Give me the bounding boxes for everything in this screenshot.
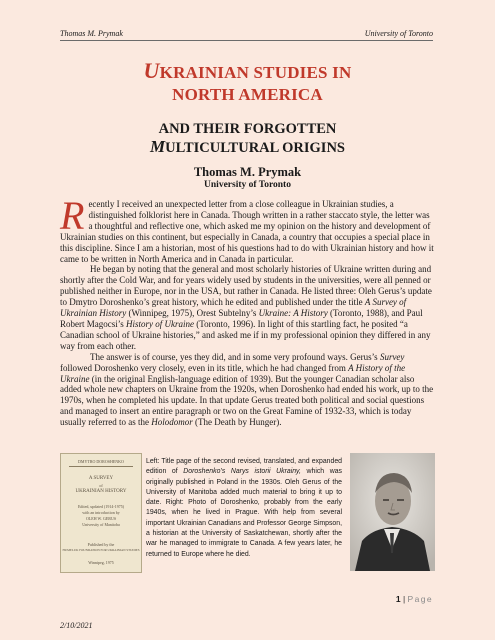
p2-text-b: (Winnipeg, 1975), Orest Subtelny’s bbox=[126, 308, 259, 319]
subtitle-line1: AND THEIR FORGOTTEN bbox=[158, 121, 337, 137]
p2-title-magocsi: History of Ukraine bbox=[126, 318, 194, 329]
book-title-line1: A SURVEY bbox=[88, 476, 114, 481]
p3-text-c: (in the original English-language edition of 1939). But the younger Canadian scholar also added whole new chapters on Ukraine from the 1920s, when Doroshenko had ended his work, up to the 1970s, when he completed his update. In that update Gerus treated both political and social questions and managed to insert an entire paragraph or two on the Great Famine of 1932-33, which is today usually referred to as the bbox=[60, 373, 434, 428]
p3-title-survey: Survey bbox=[379, 351, 405, 362]
book-rule bbox=[69, 466, 133, 467]
p3-text-b: followed Doroshenko very closely, even in its title, which he had changed from bbox=[60, 362, 349, 373]
drop-cap: R bbox=[60, 193, 85, 238]
running-header bbox=[60, 29, 433, 38]
paragraph-1-text: ecently I received an unexpected letter from a close colleague in Ukrainian studies, a distinguished folklorist here in Canada. Though written in a rather staccato style, the letter was a thoughtful and reflective one, which asked me my opinion on the history and development of Ukrainian studies on this continent, but especially in Canada, a country that occupies a special place in this discipline. Since I am a historian, most of his questions had to do with Ukrainian history and how it came to be written in North America and in Canada in particular. bbox=[60, 199, 434, 264]
book-title-line2: of bbox=[99, 483, 103, 488]
paragraph-3 bbox=[60, 352, 434, 428]
article-body bbox=[60, 193, 434, 428]
paragraph-1 bbox=[60, 193, 434, 264]
article-subtitle bbox=[0, 120, 495, 157]
book-title-page-image bbox=[60, 453, 142, 573]
page-word: Page bbox=[407, 594, 433, 604]
book-publisher: HUMELUK FOUNDATION FOR UKRAINIAN STUDIES bbox=[62, 548, 140, 552]
header-affiliation: University of Toronto bbox=[364, 29, 433, 38]
title-line1: KRAINIAN STUDIES IN bbox=[159, 63, 352, 82]
book-intro: with an introduction by bbox=[82, 510, 120, 515]
p3-text-a: The answer is of course, yes they did, and in some very profound ways. Gerus’s bbox=[90, 351, 380, 362]
author-affiliation: University of Toronto bbox=[204, 180, 291, 190]
p2-title-survey: A Survey of Ukrainian History bbox=[60, 297, 407, 319]
p3-text-d: (The Death by Hunger). bbox=[192, 417, 282, 428]
header-rule bbox=[60, 40, 433, 41]
p2-text-a: He began by noting that the general and most scholarly histories of Ukraine written during and shortly after the Cold War, and for years widely used by students in the universities, were all penned or published neither in Europe, nor in the USA, but rather in Canada. He listed three: Oleh Gerus’s update to Dmytro Doroshenko’s great history, which he edited and published under the title bbox=[60, 264, 432, 308]
article-title bbox=[0, 60, 495, 106]
p2-text-c: (Toronto, 1988), and Paul Robert Magocsi’s bbox=[60, 308, 423, 329]
author-name: Thomas M. Prymak bbox=[193, 165, 302, 179]
figure-row bbox=[60, 453, 435, 578]
book-place-year: Winnipeg, 1975 bbox=[88, 560, 114, 565]
figure-caption bbox=[146, 457, 342, 560]
footer-date: 2/10/2021 bbox=[60, 621, 93, 630]
paragraph-2 bbox=[60, 264, 434, 351]
book-title-line3: UKRAINIAN HISTORY bbox=[75, 489, 127, 494]
p3-title-history: A History of the Ukraine bbox=[60, 362, 406, 384]
subtitle-line2: ULTICULTURAL ORIGINS bbox=[165, 140, 345, 156]
page-number-value: 1 bbox=[395, 594, 401, 604]
caption-text-b: which was originally published in Poland in the 1930s. Oleh Gerus of the University of Manitoba added much material to bring it up to date. Right: Photo of Doroshenko, probably from the early 1940s, when he lived in Prague. With help from several important Ukrainian Canadians and Professor George Simpson, a historian at the University of Saskatchewan, shortly after the war he managed to immigrate to Canada. A few years later, he returned to Europe where he died. bbox=[146, 468, 342, 558]
book-edition: Edited, updated (1914-1975) bbox=[77, 504, 125, 509]
subtitle-initial: M bbox=[150, 137, 166, 156]
caption-book-title: Doroshenko’s Narys istorii Ukrainy, bbox=[183, 468, 301, 476]
caption-text-a: Left: Title page of the second revised, translated, and expanded edition of bbox=[146, 458, 342, 476]
title-initial: U bbox=[143, 58, 160, 83]
book-editor: OLEH W. GERUS bbox=[85, 516, 117, 521]
page-number-separator: | bbox=[400, 594, 408, 604]
book-university: University of Manitoba bbox=[82, 522, 120, 527]
book-published-by: Published by the bbox=[87, 542, 115, 547]
p2-title-subtelny: Ukraine: A History bbox=[258, 308, 328, 319]
header-author: Thomas M. Prymak bbox=[60, 29, 123, 38]
p3-term-holodomor: Holodomor bbox=[151, 417, 193, 428]
book-author: DMYTRO DOROSHENKO bbox=[78, 459, 124, 464]
p2-text-d: (Toronto, 1996). In light of this startling fact, he posited “a Canadian school of Ukraine histories,” and asked me if in my professional opinion they differed in any way from each other. bbox=[60, 318, 431, 351]
title-line2: NORTH AMERICA bbox=[172, 85, 323, 104]
portrait-photo bbox=[350, 453, 435, 571]
page-number bbox=[396, 594, 433, 604]
